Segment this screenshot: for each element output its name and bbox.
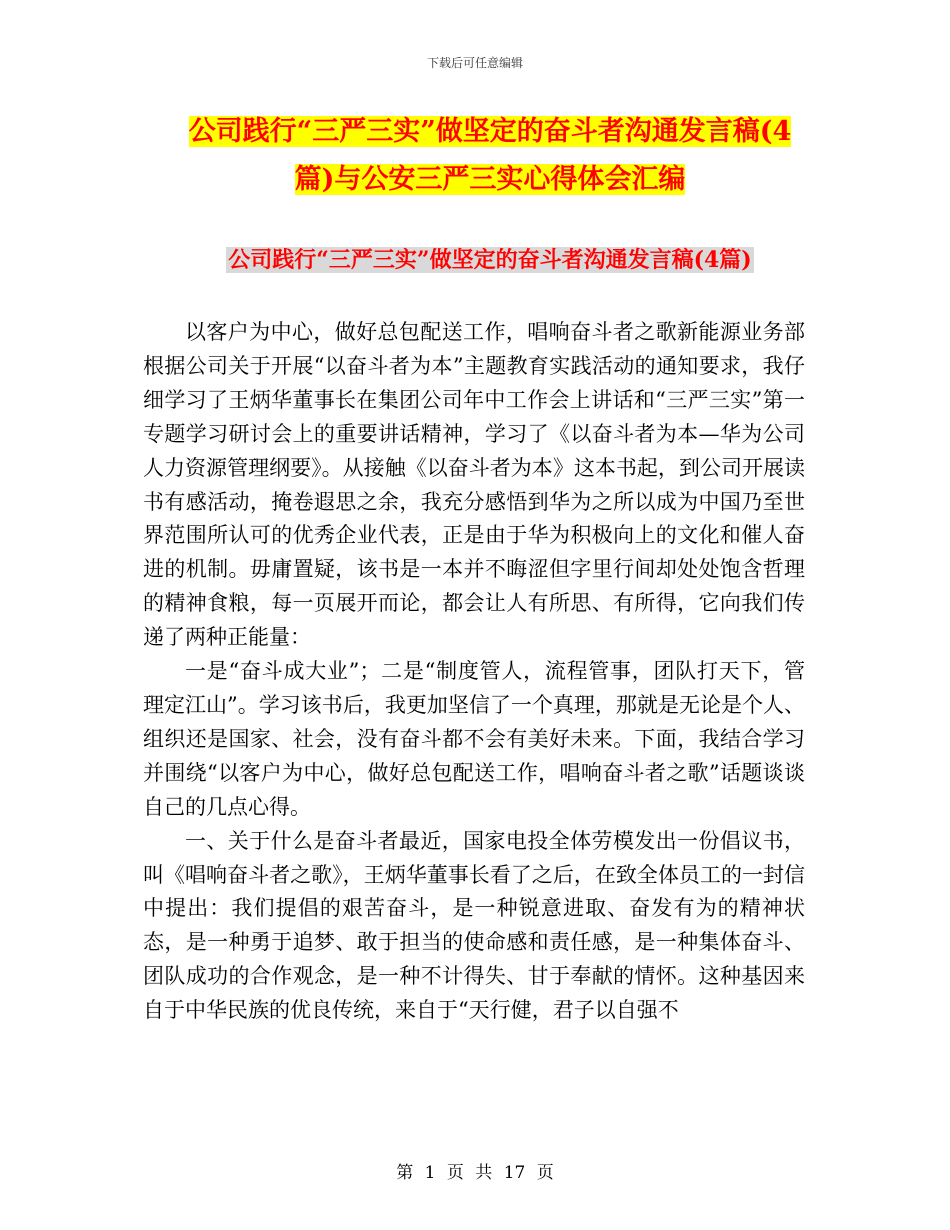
document-title [180,108,800,204]
section-title [0,243,950,277]
paragraph: 一是“奋斗成大业”；二是“制度管人，流程管事，团队打天下，管理定江山”。学习该书后，我更加坚信了一个真理，那就是无论是个人、组织还是国家、社会，没有奋斗都不会有美好未来。下面，我结合学习并围绕“以客户为中心，做好总包配送工作，唱响奋斗者之歌”话题谈谈自己的几点心得。 [143,659,805,819]
document-title-line-1: 公司践行“三严三实”做坚定的奋斗者沟通发言稿(4 [188,116,792,147]
page-header: 下载后可任意编辑 [426,56,523,70]
document-title-line-2: 篇)与公安三严三实心得体会汇编 [294,164,686,195]
paragraph: 一、关于什么是奋斗者最近，国家电投全体劳模发出一份倡议书，叫《唱响奋斗者之歌》，王炳华董事长看了之后，在致全体员工的一封信中提出：我们提倡的艰苦奋斗，是一种锐意进取、奋发有为的精神状态，是一种勇于追梦、敢于担当的使命感和责任感，是一种集体奋斗、团队成功的合作观念，是一种不计得失、甘于奉献的情怀。这种基因来自于中华民族的优良传统，来自于“天行健，君子以自强不 [143,828,805,1023]
page-footer: 第 1 页 共 17 页 [396,1163,554,1183]
paragraph: 以客户为中心，做好总包配送工作，唱响奋斗者之歌新能源业务部根据公司关于开展“以奋斗者为本”主题教育实践活动的通知要求，我仔细学习了王炳华董事长在集团公司年中工作会上讲话和“三严三实”第一专题学习研讨会上的重要讲话精神，学习了《以奋斗者为本—华为公司人力资源管理纲要》。从接触《以奋斗者为本》这本书起，到公司开展读书有感活动，掩卷遐思之余，我充分感悟到华为之所以成为中国乃至世界范围所认可的优秀企业代表，正是由于华为积极向上的文化和催人奋进的机制。毋庸置疑，该书是一本并不晦涩但字里行间却处处饱含哲理的精神食粮，每一页展开而论，都会让人有所思、有所得，它向我们传递了两种正能量： [143,320,805,650]
document-body [143,316,805,1028]
section-title-text: 公司践行“三严三实”做坚定的奋斗者沟通发言稿(4篇) [228,247,752,273]
